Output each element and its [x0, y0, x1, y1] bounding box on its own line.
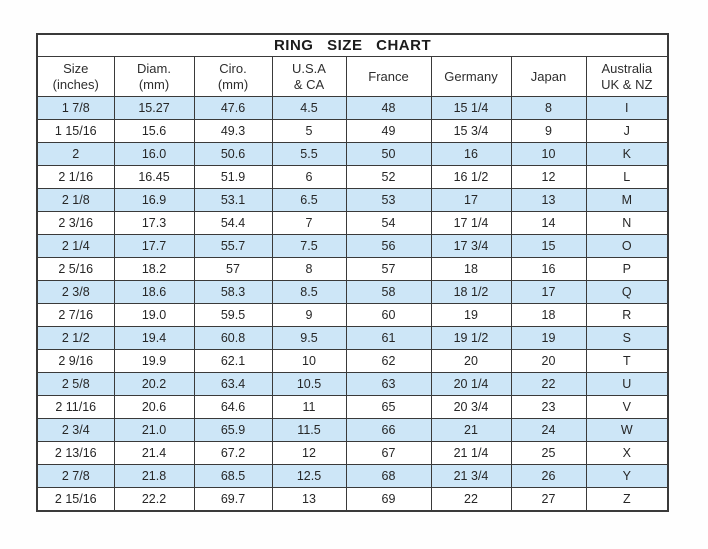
table-cell: 17 — [511, 281, 586, 304]
table-cell: 2 5/8 — [37, 373, 114, 396]
table-cell: 9.5 — [272, 327, 346, 350]
table-cell: 67.2 — [194, 442, 272, 465]
title-row — [37, 34, 668, 57]
table-row — [37, 189, 668, 212]
column-header: Germany — [431, 57, 511, 97]
table-cell: 10.5 — [272, 373, 346, 396]
table-cell: 62 — [346, 350, 431, 373]
table-cell: 17 1/4 — [431, 212, 511, 235]
table-cell: 8.5 — [272, 281, 346, 304]
table-cell: 21.8 — [114, 465, 194, 488]
table-cell: 2 3/4 — [37, 419, 114, 442]
table-cell: 27 — [511, 488, 586, 512]
table-cell: 49.3 — [194, 120, 272, 143]
header-row — [37, 57, 668, 97]
table-cell: 24 — [511, 419, 586, 442]
column-header: Diam. (mm) — [114, 57, 194, 97]
table-cell: 2 7/8 — [37, 465, 114, 488]
table-cell: 55.7 — [194, 235, 272, 258]
table-cell: 15 — [511, 235, 586, 258]
table-cell: T — [586, 350, 668, 373]
column-header: Size (inches) — [37, 57, 114, 97]
table-cell: 68 — [346, 465, 431, 488]
table-cell: 19 — [511, 327, 586, 350]
table-row — [37, 304, 668, 327]
table-row — [37, 488, 668, 512]
table-cell: 21.0 — [114, 419, 194, 442]
table-cell: 5 — [272, 120, 346, 143]
table-cell: 16.9 — [114, 189, 194, 212]
table-cell: 21 3/4 — [431, 465, 511, 488]
table-cell: 9 — [511, 120, 586, 143]
table-cell: 59.5 — [194, 304, 272, 327]
table-cell: 2 3/16 — [37, 212, 114, 235]
table-cell: 53.1 — [194, 189, 272, 212]
table-cell: 48 — [346, 97, 431, 120]
table-cell: 16.0 — [114, 143, 194, 166]
table-cell: 16 — [431, 143, 511, 166]
table-row — [37, 143, 668, 166]
table-cell: 2 15/16 — [37, 488, 114, 512]
chart-title: RING SIZE CHART — [37, 34, 668, 57]
table-cell: 12.5 — [272, 465, 346, 488]
table-cell: 17.7 — [114, 235, 194, 258]
table-cell: 1 15/16 — [37, 120, 114, 143]
table-cell: 65.9 — [194, 419, 272, 442]
table-cell: 65 — [346, 396, 431, 419]
table-row — [37, 212, 668, 235]
table-cell: 11 — [272, 396, 346, 419]
table-cell: 63 — [346, 373, 431, 396]
table-cell: 58 — [346, 281, 431, 304]
table-cell: 18.2 — [114, 258, 194, 281]
table-cell: 47.6 — [194, 97, 272, 120]
table-row — [37, 258, 668, 281]
table-cell: R — [586, 304, 668, 327]
table-cell: 50 — [346, 143, 431, 166]
table-cell: P — [586, 258, 668, 281]
table-cell: 9 — [272, 304, 346, 327]
table-cell: 12 — [272, 442, 346, 465]
table-cell: V — [586, 396, 668, 419]
table-cell: 20 1/4 — [431, 373, 511, 396]
table-cell: 2 7/16 — [37, 304, 114, 327]
table-cell: 66 — [346, 419, 431, 442]
table-cell: 21.4 — [114, 442, 194, 465]
table-cell: 17.3 — [114, 212, 194, 235]
table-cell: 2 1/8 — [37, 189, 114, 212]
table-cell: 8 — [511, 97, 586, 120]
column-header: France — [346, 57, 431, 97]
table-cell: 6.5 — [272, 189, 346, 212]
ring-size-chart-table — [36, 33, 669, 512]
table-row — [37, 350, 668, 373]
table-row — [37, 396, 668, 419]
table-cell: 54.4 — [194, 212, 272, 235]
table-cell: 69.7 — [194, 488, 272, 512]
table-row — [37, 465, 668, 488]
table-cell: 16.45 — [114, 166, 194, 189]
table-cell: X — [586, 442, 668, 465]
table-cell: 2 11/16 — [37, 396, 114, 419]
table-cell: 20 3/4 — [431, 396, 511, 419]
table-cell: K — [586, 143, 668, 166]
table-cell: 15.27 — [114, 97, 194, 120]
table-cell: 54 — [346, 212, 431, 235]
table-cell: I — [586, 97, 668, 120]
table-cell: L — [586, 166, 668, 189]
table-cell: Q — [586, 281, 668, 304]
table-cell: 26 — [511, 465, 586, 488]
table-cell: 16 — [511, 258, 586, 281]
table-cell: 17 — [431, 189, 511, 212]
table-cell: Y — [586, 465, 668, 488]
table-cell: 67 — [346, 442, 431, 465]
table-cell: 57 — [194, 258, 272, 281]
table-cell: 2 5/16 — [37, 258, 114, 281]
table-cell: 51.9 — [194, 166, 272, 189]
table-cell: W — [586, 419, 668, 442]
column-header: Japan — [511, 57, 586, 97]
table-cell: 68.5 — [194, 465, 272, 488]
table-cell: O — [586, 235, 668, 258]
table-cell: N — [586, 212, 668, 235]
table-cell: 20 — [431, 350, 511, 373]
table-cell: 19.4 — [114, 327, 194, 350]
table-cell: 18 — [511, 304, 586, 327]
table-row — [37, 281, 668, 304]
table-row — [37, 235, 668, 258]
table-cell: 58.3 — [194, 281, 272, 304]
table-cell: J — [586, 120, 668, 143]
table-cell: 15 3/4 — [431, 120, 511, 143]
table-cell: M — [586, 189, 668, 212]
table-cell: 19 — [431, 304, 511, 327]
column-header: U.S.A & CA — [272, 57, 346, 97]
table-cell: 2 — [37, 143, 114, 166]
table-row — [37, 97, 668, 120]
table-cell: 21 1/4 — [431, 442, 511, 465]
table-cell: 22 — [431, 488, 511, 512]
table-cell: 56 — [346, 235, 431, 258]
table-cell: 2 9/16 — [37, 350, 114, 373]
table-cell: 7.5 — [272, 235, 346, 258]
table-row — [37, 120, 668, 143]
table-cell: 23 — [511, 396, 586, 419]
table-cell: 20.6 — [114, 396, 194, 419]
table-cell: U — [586, 373, 668, 396]
table-cell: 12 — [511, 166, 586, 189]
table-row — [37, 419, 668, 442]
table-cell: 5.5 — [272, 143, 346, 166]
table-cell: 4.5 — [272, 97, 346, 120]
table-cell: 13 — [511, 189, 586, 212]
table-cell: 18 1/2 — [431, 281, 511, 304]
table-cell: 7 — [272, 212, 346, 235]
table-cell: 2 3/8 — [37, 281, 114, 304]
column-header: Ciro. (mm) — [194, 57, 272, 97]
table-cell: 19 1/2 — [431, 327, 511, 350]
table-cell: 60.8 — [194, 327, 272, 350]
table-cell: 15.6 — [114, 120, 194, 143]
column-header: Australia UK & NZ — [586, 57, 668, 97]
table-cell: 6 — [272, 166, 346, 189]
table-cell: 21 — [431, 419, 511, 442]
table-body — [37, 97, 668, 512]
table-cell: 18 — [431, 258, 511, 281]
table-cell: 25 — [511, 442, 586, 465]
table-cell: 17 3/4 — [431, 235, 511, 258]
table-cell: 50.6 — [194, 143, 272, 166]
table-row — [37, 373, 668, 396]
table-cell: 53 — [346, 189, 431, 212]
table-cell: 64.6 — [194, 396, 272, 419]
table-cell: 19.0 — [114, 304, 194, 327]
table-row — [37, 327, 668, 350]
table-cell: 19.9 — [114, 350, 194, 373]
table-cell: 61 — [346, 327, 431, 350]
table-cell: 11.5 — [272, 419, 346, 442]
table-cell: 1 7/8 — [37, 97, 114, 120]
table-cell: 22.2 — [114, 488, 194, 512]
table-row — [37, 442, 668, 465]
table-cell: 15 1/4 — [431, 97, 511, 120]
table-cell: 2 1/16 — [37, 166, 114, 189]
table-cell: 22 — [511, 373, 586, 396]
table-cell: 14 — [511, 212, 586, 235]
table-cell: 10 — [272, 350, 346, 373]
table-row — [37, 166, 668, 189]
table-cell: Z — [586, 488, 668, 512]
table-cell: 20 — [511, 350, 586, 373]
table-cell: 18.6 — [114, 281, 194, 304]
table-cell: 10 — [511, 143, 586, 166]
table-cell: 2 1/2 — [37, 327, 114, 350]
table-cell: 2 13/16 — [37, 442, 114, 465]
table-cell: 49 — [346, 120, 431, 143]
table-cell: S — [586, 327, 668, 350]
table-cell: 60 — [346, 304, 431, 327]
table-cell: 62.1 — [194, 350, 272, 373]
table-cell: 69 — [346, 488, 431, 512]
table-cell: 20.2 — [114, 373, 194, 396]
table-cell: 63.4 — [194, 373, 272, 396]
table-cell: 52 — [346, 166, 431, 189]
table-cell: 8 — [272, 258, 346, 281]
table-cell: 2 1/4 — [37, 235, 114, 258]
table-cell: 57 — [346, 258, 431, 281]
table-cell: 16 1/2 — [431, 166, 511, 189]
table-cell: 13 — [272, 488, 346, 512]
